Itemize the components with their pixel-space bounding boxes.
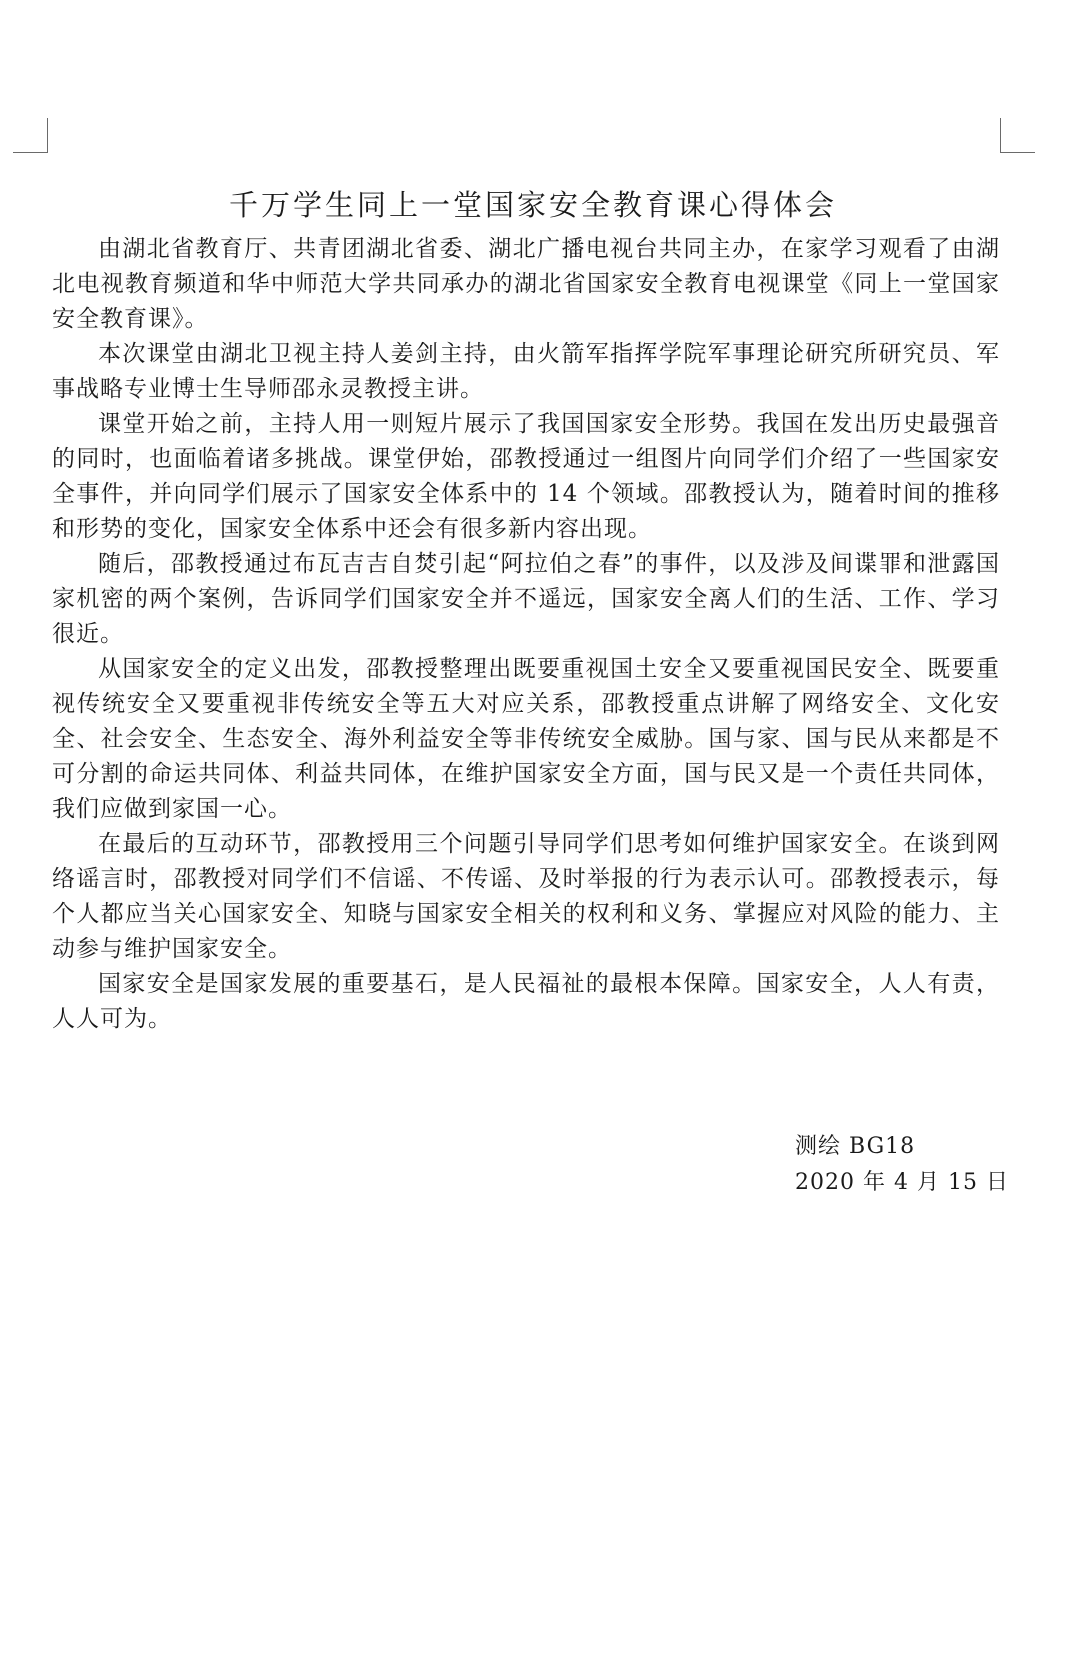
crop-mark-top-left xyxy=(13,118,48,153)
paragraph-1: 由湖北省教育厅、共青团湖北省委、湖北广播电视台共同主办，在家学习观看了由湖北电视教育频道和华中师范大学共同承办的湖北省国家安全教育电视课堂《同上一堂国家安全教育课》。 xyxy=(52,236,1000,332)
crop-mark-top-right xyxy=(1000,118,1035,153)
signature-block xyxy=(795,1129,1009,1201)
paragraph-4: 随后，邵教授通过布瓦吉吉自焚引起“阿拉伯之春”的事件，以及涉及间谍罪和泄露国家机密的两个案例，告诉同学们国家安全并不遥远，国家安全离人们的生活、工作、学习很近。 xyxy=(52,551,1000,647)
document-title: 千万学生同上一堂国家安全教育课心得体会 xyxy=(228,188,837,222)
signature-author: 测绘 BG18 xyxy=(795,1134,916,1159)
paragraph-3: 课堂开始之前，主持人用一则短片展示了我国国家安全形势。我国在发出历史最强音的同时，也面临着诸多挑战。课堂伊始，邵教授通过一组图片向同学们介绍了一些国家安全事件，并向同学们展示了国家安全体系中的 14 个领域。邵教授认为，随着时间的推移和形势的变化，国家安全体系中还会有很多新内容出现。 xyxy=(52,411,1000,542)
paragraph-2: 本次课堂由湖北卫视主持人姜剑主持，由火箭军指挥学院军事理论研究所研究员、军事战略专业博士生导师邵永灵教授主讲。 xyxy=(52,341,1000,402)
paragraph-5: 从国家安全的定义出发，邵教授整理出既要重视国土安全又要重视国民安全、既要重视传统安全又要重视非传统安全等五大对应关系，邵教授重点讲解了网络安全、文化安全、社会安全、生态安全、海外利益安全等非传统安全威胁。国与家、国与民从来都是不可分割的命运共同体、利益共同体，在维护国家安全方面，国与民又是一个责任共同体，我们应做到家国一心。 xyxy=(52,656,1000,822)
document-body xyxy=(52,178,1000,1037)
paragraph-7: 国家安全是国家发展的重要基石，是人民福祉的最根本保障。国家安全，人人有责，人人可为。 xyxy=(52,971,1000,1032)
signature-date: 2020 年 4 月 15 日 xyxy=(795,1170,1009,1195)
paragraph-6: 在最后的互动环节，邵教授用三个问题引导同学们思考如何维护国家安全。在谈到网络谣言时，邵教授对同学们不信谣、不传谣、及时举报的行为表示认可。邵教授表示，每个人都应当关心国家安全、知晓与国家安全相关的权利和义务、掌握应对风险的能力、主动参与维护国家安全。 xyxy=(52,831,1000,962)
